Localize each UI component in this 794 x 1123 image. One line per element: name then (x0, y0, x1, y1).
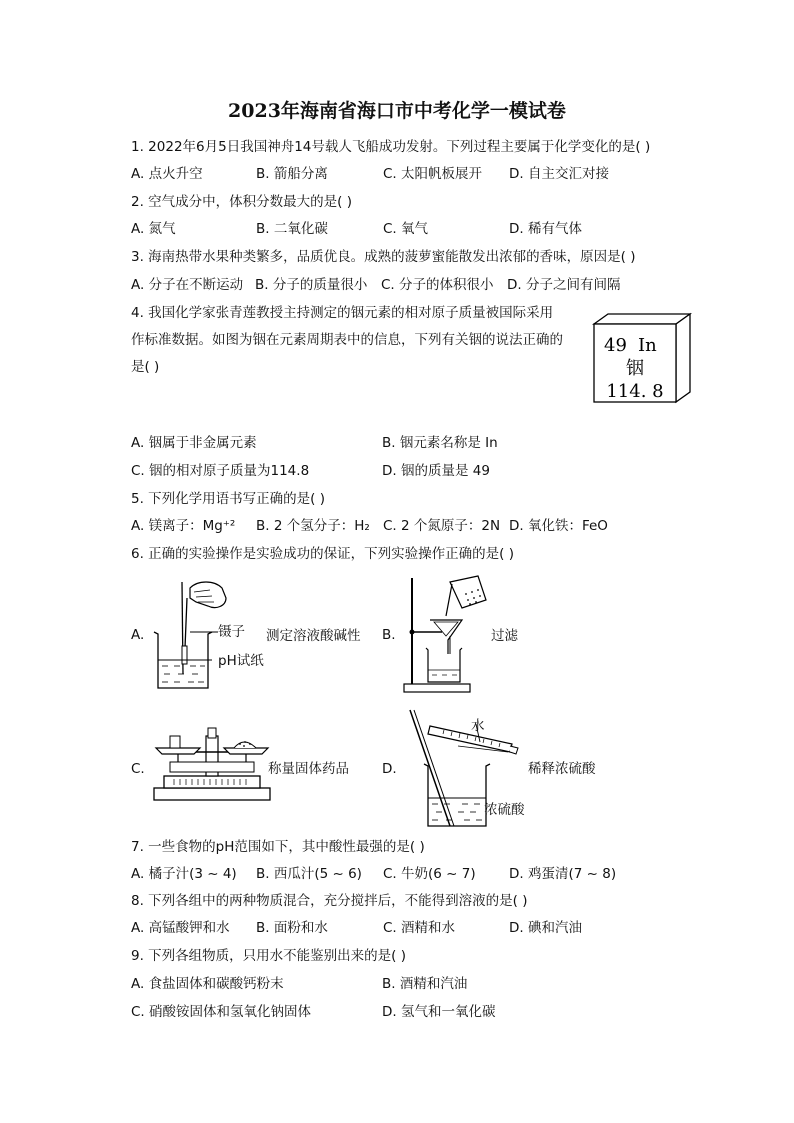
q8-option-d: D. 碘和汽油 (509, 920, 582, 936)
q6-option-b-letter: B. (382, 627, 396, 643)
water-label: 水 (471, 718, 485, 734)
balance-diagram (150, 726, 274, 804)
q8-option-b: B. 面粉和水 (256, 920, 328, 936)
q1-option-c: C. 太阳帆板展开 (383, 166, 483, 182)
q3-option-c: C. 分子的体积很小 (381, 277, 494, 293)
q9-option-a: A. 食盐固体和碳酸钙粉末 (131, 976, 284, 992)
atomic-number: 49 (604, 335, 627, 356)
q6-option-c-letter: C. (131, 761, 145, 777)
q5-option-a: A. 镁离子：Mg⁺² (131, 518, 236, 534)
sulfuric-acid-label: 浓硫酸 (484, 802, 525, 818)
q1-option-a: A. 点火升空 (131, 166, 203, 182)
q4-option-c: C. 铟的相对原子质量为114.8 (131, 463, 310, 479)
q1-option-b: B. 箭船分离 (256, 166, 328, 182)
question-9-stem: 9. 下列各组物质，只用水不能鉴别出来的是( ) (131, 948, 406, 964)
q6-option-a-letter: A. (131, 627, 145, 643)
q6-option-d-letter: D. (382, 761, 397, 777)
q1-option-d: D. 自主交汇对接 (509, 166, 609, 182)
q9-option-c: C. 硝酸铵固体和氢氧化钠固体 (131, 1004, 312, 1020)
q4-option-a: A. 铟属于非金属元素 (131, 435, 257, 451)
element-symbol: In (638, 335, 657, 356)
ph-paper-label: pH试纸 (218, 653, 264, 669)
indium-element-card (588, 312, 694, 408)
ph-test-caption: 测定溶液酸碱性 (266, 628, 361, 644)
question-2-stem: 2. 空气成分中，体积分数最大的是( ) (131, 194, 352, 210)
q4-option-b: B. 铟元素名称是 In (382, 435, 498, 451)
q3-option-b: B. 分子的质量很小 (255, 277, 368, 293)
element-name: 铟 (626, 358, 644, 379)
q5-option-d: D. 氧化铁：FeO (509, 518, 608, 534)
filtration-caption: 过滤 (491, 628, 518, 644)
q7-option-b: B. 西瓜汁(5 ~ 6) (256, 866, 362, 882)
question-4-stem-line-2: 作标准数据。如图为铟在元素周期表中的信息，下列有关铟的说法正确的 (131, 332, 563, 348)
q9-option-b: B. 酒精和汽油 (382, 976, 468, 992)
q9-option-d: D. 氢气和一氧化碳 (382, 1004, 496, 1020)
tweezers-label: 镊子 (218, 624, 245, 640)
q3-option-d: D. 分子之间有间隔 (507, 277, 621, 293)
q5-option-b: B. 2 个氢分子：H₂ (256, 518, 370, 534)
q8-option-c: C. 酒精和水 (383, 920, 456, 936)
q2-option-b: B. 二氧化碳 (256, 221, 328, 237)
question-1-stem: 1. 2022年6月5日我国神舟14号载人飞船成功发射。下列过程主要属于化学变化的是( ) (131, 139, 651, 155)
q2-option-a: A. 氮气 (131, 221, 176, 237)
q7-option-a: A. 橘子汁(3 ~ 4) (131, 866, 237, 882)
q7-option-d: D. 鸡蛋清(7 ~ 8) (509, 866, 617, 882)
q4-option-d: D. 铟的质量是 49 (382, 463, 490, 479)
question-7-stem: 7. 一些食物的pH范围如下，其中酸性最强的是( ) (131, 839, 425, 855)
page-title: 2023年海南省海口市中考化学一模试卷 (228, 100, 566, 122)
q7-option-c: C. 牛奶(6 ~ 7) (383, 866, 476, 882)
question-4-stem-line-1: 4. 我国化学家张青莲教授主持测定的铟元素的相对原子质量被国际采用 (131, 305, 554, 321)
question-8-stem: 8. 下列各组中的两种物质混合，充分搅拌后，不能得到溶液的是( ) (131, 893, 528, 909)
q3-option-a: A. 分子在不断运动 (131, 277, 244, 293)
question-4-stem-line-3: 是( ) (131, 359, 160, 375)
question-5-stem: 5. 下列化学用语书写正确的是( ) (131, 491, 325, 507)
dilution-caption: 稀释浓硫酸 (528, 761, 596, 777)
q2-option-c: C. 氧气 (383, 221, 429, 237)
q2-option-d: D. 稀有气体 (509, 221, 582, 237)
q5-option-c: C. 2 个氮原子：2N (383, 518, 501, 534)
question-3-stem: 3. 海南热带水果种类繁多，品质优良。成熟的菠萝蜜能散发出浓郁的香味，原因是( ) (131, 249, 636, 265)
weighing-caption: 称量固体药品 (268, 761, 349, 777)
filtration-diagram (400, 574, 490, 696)
atomic-mass: 114. 8 (606, 381, 664, 402)
question-6-stem: 6. 正确的实验操作是实验成功的保证，下列实验操作正确的是( ) (131, 546, 514, 562)
q8-option-a: A. 高锰酸钾和水 (131, 920, 230, 936)
